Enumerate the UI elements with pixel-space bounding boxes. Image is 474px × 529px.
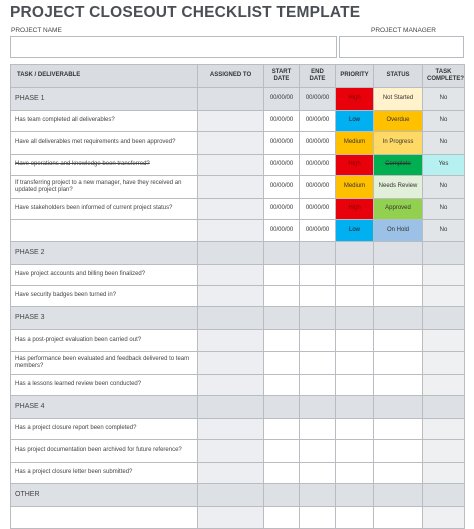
status-cell[interactable] (374, 463, 423, 484)
task-cell[interactable]: PHASE 1 (11, 88, 198, 111)
table-row (11, 463, 465, 484)
status-cell[interactable]: In Progress (374, 132, 423, 155)
task-cell[interactable]: Have stakeholders been informed of current project status? (11, 199, 198, 220)
start-date-cell[interactable]: 00/00/00 (264, 155, 300, 176)
phase-row (11, 242, 465, 265)
assigned-cell[interactable] (198, 265, 264, 286)
start-date-cell[interactable] (264, 463, 300, 484)
task-complete-cell[interactable]: Yes (423, 155, 465, 176)
end-date-cell[interactable] (300, 352, 336, 375)
status-cell[interactable] (374, 352, 423, 375)
status-cell[interactable] (374, 484, 423, 507)
status-cell[interactable] (374, 242, 423, 265)
end-date-cell[interactable]: 00/00/00 (300, 176, 336, 199)
table-row (11, 440, 465, 463)
task-complete-cell[interactable] (423, 286, 465, 307)
priority-cell[interactable] (336, 419, 374, 440)
end-date-cell[interactable] (300, 265, 336, 286)
status-cell[interactable] (374, 440, 423, 463)
task-complete-cell[interactable]: No (423, 111, 465, 132)
end-date-cell[interactable] (300, 375, 336, 396)
start-date-cell[interactable] (264, 507, 300, 529)
task-cell[interactable] (11, 220, 198, 242)
col-header-status: STATUS (374, 65, 423, 88)
task-cell[interactable]: Has team completed all deliverables? (11, 111, 198, 132)
assigned-cell[interactable] (198, 484, 264, 507)
end-date-cell[interactable]: 00/00/00 (300, 111, 336, 132)
table-row (11, 507, 465, 529)
task-complete-cell[interactable] (423, 419, 465, 440)
status-cell[interactable] (374, 265, 423, 286)
priority-cell[interactable] (336, 375, 374, 396)
end-date-cell[interactable] (300, 242, 336, 265)
assigned-cell[interactable] (198, 352, 264, 375)
task-cell[interactable] (11, 507, 198, 529)
col-header-task: TASK / DELIVERABLE (11, 65, 198, 88)
task-complete-cell[interactable]: No (423, 220, 465, 242)
status-cell[interactable] (374, 375, 423, 396)
priority-cell[interactable]: Low (336, 220, 374, 242)
table-row (11, 155, 465, 176)
assigned-cell[interactable] (198, 330, 264, 352)
start-date-cell[interactable]: 00/00/00 (264, 176, 300, 199)
priority-cell[interactable] (336, 440, 374, 463)
start-date-cell[interactable] (264, 484, 300, 507)
end-date-cell[interactable]: 00/00/00 (300, 155, 336, 176)
status-cell[interactable]: Complete (374, 155, 423, 176)
table-row (11, 176, 465, 199)
priority-cell[interactable]: Low (336, 111, 374, 132)
status-cell[interactable] (374, 419, 423, 440)
start-date-cell[interactable] (264, 265, 300, 286)
table-row (11, 286, 465, 307)
task-complete-cell[interactable] (423, 330, 465, 352)
col-header-complete: TASK COMPLETE? (423, 65, 465, 88)
priority-cell[interactable] (336, 265, 374, 286)
assigned-cell[interactable] (198, 375, 264, 396)
task-cell[interactable]: Has project documentation been archived for future reference? (11, 440, 198, 463)
assigned-cell[interactable] (198, 88, 264, 111)
end-date-cell[interactable]: 00/00/00 (300, 220, 336, 242)
priority-cell[interactable]: High (336, 155, 374, 176)
task-complete-cell[interactable]: No (423, 176, 465, 199)
priority-cell[interactable]: Medium (336, 132, 374, 155)
project-manager-label: PROJECT MANAGER (371, 27, 436, 34)
assigned-cell[interactable] (198, 440, 264, 463)
start-date-cell[interactable] (264, 352, 300, 375)
status-cell[interactable]: On Hold (374, 220, 423, 242)
task-complete-cell[interactable] (423, 265, 465, 286)
task-complete-cell[interactable] (423, 507, 465, 529)
assigned-cell[interactable] (198, 199, 264, 220)
start-date-cell[interactable] (264, 440, 300, 463)
end-date-cell[interactable] (300, 484, 336, 507)
assigned-cell[interactable] (198, 463, 264, 484)
task-cell[interactable]: Have all deliverables met requirements and been approved? (11, 132, 198, 155)
priority-cell[interactable] (336, 463, 374, 484)
priority-cell[interactable] (336, 242, 374, 265)
project-name-label: PROJECT NAME (11, 27, 62, 34)
priority-cell[interactable] (336, 307, 374, 330)
start-date-cell[interactable]: 00/00/00 (264, 88, 300, 111)
task-complete-cell[interactable] (423, 484, 465, 507)
table-row (11, 199, 465, 220)
task-complete-cell[interactable] (423, 307, 465, 330)
assigned-cell[interactable] (198, 111, 264, 132)
assigned-cell[interactable] (198, 396, 264, 419)
table-row (11, 111, 465, 132)
assigned-cell[interactable] (198, 286, 264, 307)
task-cell[interactable]: OTHER (11, 484, 198, 507)
col-header-assigned: ASSIGNED TO (198, 65, 264, 88)
task-cell[interactable]: PHASE 2 (11, 242, 198, 265)
status-cell[interactable] (374, 307, 423, 330)
task-complete-cell[interactable] (423, 463, 465, 484)
table-row (11, 265, 465, 286)
table-row (11, 352, 465, 375)
end-date-cell[interactable] (300, 286, 336, 307)
task-cell[interactable]: Have project accounts and billing been finalized? (11, 265, 198, 286)
start-date-cell[interactable]: 00/00/00 (264, 199, 300, 220)
task-complete-cell[interactable] (423, 375, 465, 396)
start-date-cell[interactable] (264, 375, 300, 396)
end-date-cell[interactable]: 00/00/00 (300, 199, 336, 220)
col-header-end: END DATE (300, 65, 336, 88)
priority-cell[interactable] (336, 330, 374, 352)
priority-cell[interactable] (336, 352, 374, 375)
status-cell[interactable] (374, 286, 423, 307)
end-date-cell[interactable] (300, 307, 336, 330)
task-cell[interactable]: PHASE 4 (11, 396, 198, 419)
priority-cell[interactable] (336, 396, 374, 419)
priority-cell[interactable]: High (336, 199, 374, 220)
table-row (11, 132, 465, 155)
project-manager-field[interactable] (339, 36, 464, 58)
priority-cell[interactable] (336, 286, 374, 307)
phase-row (11, 396, 465, 419)
assigned-cell[interactable] (198, 507, 264, 529)
assigned-cell[interactable] (198, 132, 264, 155)
priority-cell[interactable]: High (336, 88, 374, 111)
assigned-cell[interactable] (198, 419, 264, 440)
task-cell[interactable]: Has a lessons learned review been conducted? (11, 375, 198, 396)
end-date-cell[interactable]: 00/00/00 (300, 88, 336, 111)
assigned-cell[interactable] (198, 242, 264, 265)
task-cell[interactable]: If transferring project to a new manager, have they received an updated project plan? (11, 176, 198, 199)
assigned-cell[interactable] (198, 155, 264, 176)
start-date-cell[interactable]: 00/00/00 (264, 111, 300, 132)
start-date-cell[interactable]: 00/00/00 (264, 132, 300, 155)
start-date-cell[interactable]: 00/00/00 (264, 220, 300, 242)
task-cell[interactable]: Has a project closure report been completed? (11, 419, 198, 440)
assigned-cell[interactable] (198, 176, 264, 199)
end-date-cell[interactable] (300, 507, 336, 529)
start-date-cell[interactable] (264, 419, 300, 440)
start-date-cell[interactable] (264, 330, 300, 352)
page-title: PROJECT CLOSEOUT CHECKLIST TEMPLATE (10, 4, 361, 21)
task-complete-cell[interactable] (423, 396, 465, 419)
task-complete-cell[interactable] (423, 352, 465, 375)
table-row (11, 220, 465, 242)
priority-cell[interactable]: Medium (336, 176, 374, 199)
task-cell[interactable]: Has a post-project evaluation been carried out? (11, 330, 198, 352)
status-cell[interactable]: Not Started (374, 88, 423, 111)
task-complete-cell[interactable]: No (423, 199, 465, 220)
table-row (11, 375, 465, 396)
start-date-cell[interactable] (264, 307, 300, 330)
checklist-table (10, 64, 465, 529)
col-header-start: START DATE (264, 65, 300, 88)
status-cell[interactable]: Needs Review (374, 176, 423, 199)
priority-cell[interactable] (336, 507, 374, 529)
table-row (11, 330, 465, 352)
end-date-cell[interactable] (300, 330, 336, 352)
start-date-cell[interactable] (264, 396, 300, 419)
status-cell[interactable]: Approved (374, 199, 423, 220)
phase-row (11, 484, 465, 507)
end-date-cell[interactable]: 00/00/00 (300, 132, 336, 155)
task-complete-cell[interactable]: No (423, 132, 465, 155)
end-date-cell[interactable] (300, 396, 336, 419)
project-name-field[interactable] (10, 36, 337, 58)
task-cell[interactable]: Have security badges been turned in? (11, 286, 198, 307)
task-cell[interactable]: PHASE 3 (11, 307, 198, 330)
status-cell[interactable] (374, 507, 423, 529)
assigned-cell[interactable] (198, 307, 264, 330)
end-date-cell[interactable] (300, 463, 336, 484)
table-row (11, 419, 465, 440)
task-cell[interactable]: Have operations and knowledge been transferred? (11, 155, 198, 176)
task-complete-cell[interactable] (423, 440, 465, 463)
phase-row (11, 307, 465, 330)
end-date-cell[interactable] (300, 419, 336, 440)
task-cell[interactable]: Has a project closure letter been submitted? (11, 463, 198, 484)
phase-row (11, 88, 465, 111)
task-complete-cell[interactable]: No (423, 88, 465, 111)
start-date-cell[interactable] (264, 242, 300, 265)
col-header-priority: PRIORITY (336, 65, 374, 88)
status-cell[interactable] (374, 396, 423, 419)
status-cell[interactable] (374, 330, 423, 352)
start-date-cell[interactable] (264, 286, 300, 307)
task-cell[interactable]: Has performance been evaluated and feedback delivered to team members? (11, 352, 198, 375)
status-cell[interactable]: Overdue (374, 111, 423, 132)
task-complete-cell[interactable] (423, 242, 465, 265)
assigned-cell[interactable] (198, 220, 264, 242)
end-date-cell[interactable] (300, 440, 336, 463)
priority-cell[interactable] (336, 484, 374, 507)
